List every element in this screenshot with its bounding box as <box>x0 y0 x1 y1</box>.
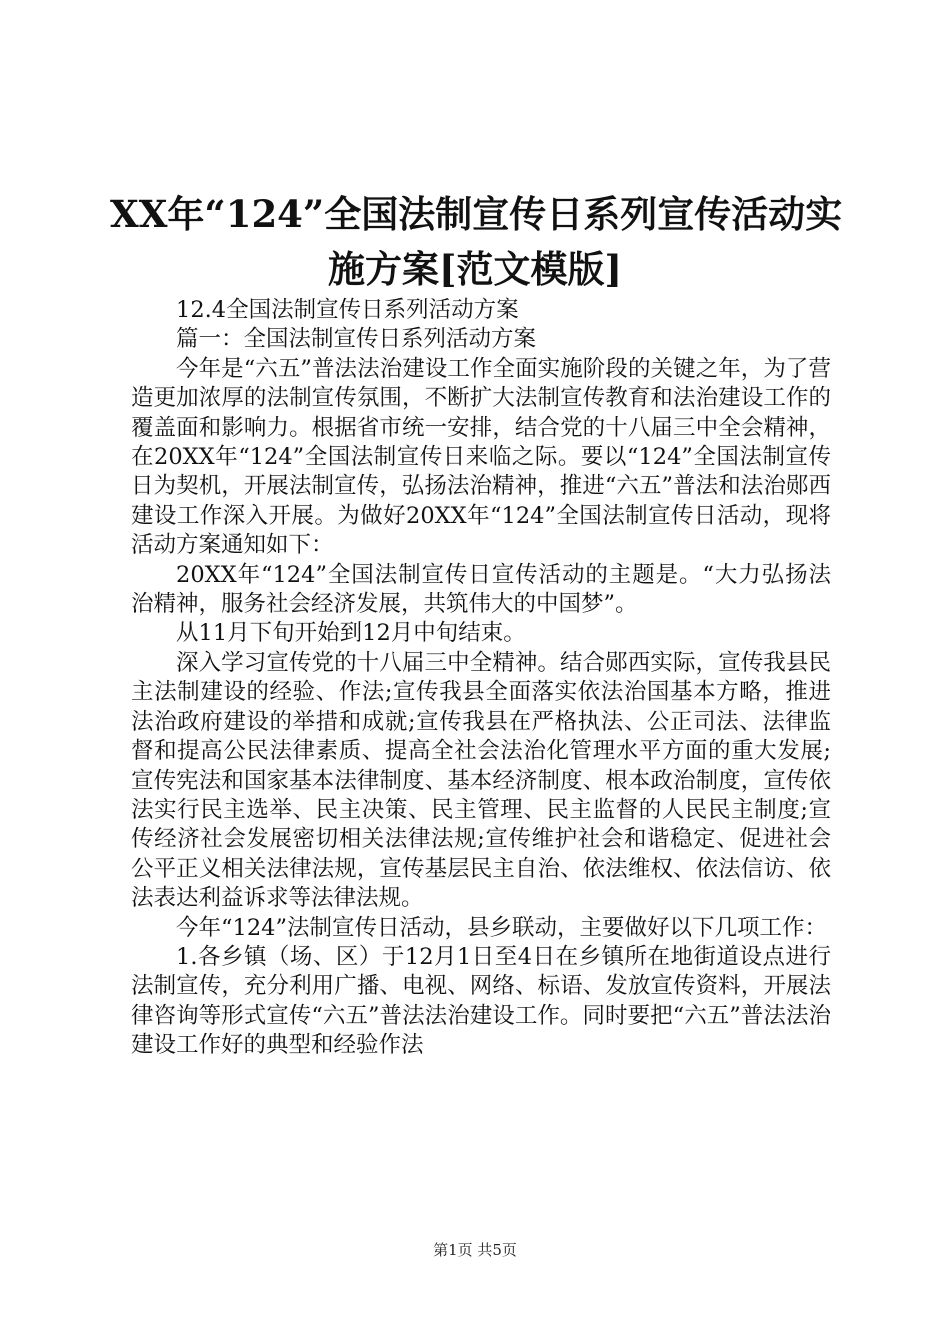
document-title-line-1: XX年“124”全国法制宣传日系列宣传活动实 <box>110 192 843 236</box>
paragraph: 1.各乡镇（场、区）于12月1日至4日在乡镇所在地街道设点进行法制宣传，充分利用广播、电视、网络、标语、发放宣传资料，开展法律咨询等形式宣传“六五”普法法治建设工作。同时要把“六五”普法法治建设工作好的典型和经验作法 <box>131 943 831 1059</box>
paragraph: 篇一：全国法制宣传日系列活动方案 <box>176 326 537 353</box>
page-footer: 第1页 共5页 <box>433 1241 517 1259</box>
paragraph: 20XX年“124”全国法制宣传日宣传活动的主题是。“大力弘扬法治精神，服务社会经济发展，共筑伟大的中国梦”。 <box>131 561 831 618</box>
document-title-line-2: 施方案[范文模版] <box>327 247 622 291</box>
paragraph: 从11月下旬开始到12月中旬结束。 <box>176 620 526 647</box>
paragraph: 深入学习宣传党的十八届三中全精神。结合郧西实际，宣传我县民主法制建设的经验、作法;宣传我县全面落实依法治国基本方略，推进法治政府建设的举措和成就;宣传我县在严格执法、公正司法、法律监督和提高公民法律素质、提高全社会法治化管理水平方面的重大发展;宣传宪法和国家基本法律制度、基本经济制度、根本政治制度，宣传依法实行民主选举、民主决策、民主管理、民主监督的人民民主制度;宣传经济社会发展密切相关法律法规;宣传维护社会和谐稳定、促进社会公平正义相关法律法规，宣传基层民主自治、依法维权、依法信访、依法表达利益诉求等法律法规。 <box>131 649 831 912</box>
paragraph: 今年“124”法制宣传日活动，县乡联动，主要做好以下几项工作： <box>176 914 827 941</box>
document-body <box>131 296 831 1061</box>
paragraph: 今年是“六五”普法法治建设工作全面实施阶段的关键之年，为了营造更加浓厚的法制宣传氛围，不断扩大法制宣传教育和法治建设工作的覆盖面和影响力。根据省市统一安排，结合党的十八届三中全会精神，在20XX年“124”全国法制宣传日来临之际。要以“124”全国法制宣传日为契机，开展法制宣传，弘扬法治精神，推进“六五”普法和法治郧西建设工作深入开展。为做好20XX年“124”全国法制宣传日活动，现将活动方案通知如下： <box>131 355 831 559</box>
paragraph: 12.4全国法制宣传日系列活动方案 <box>176 297 519 323</box>
